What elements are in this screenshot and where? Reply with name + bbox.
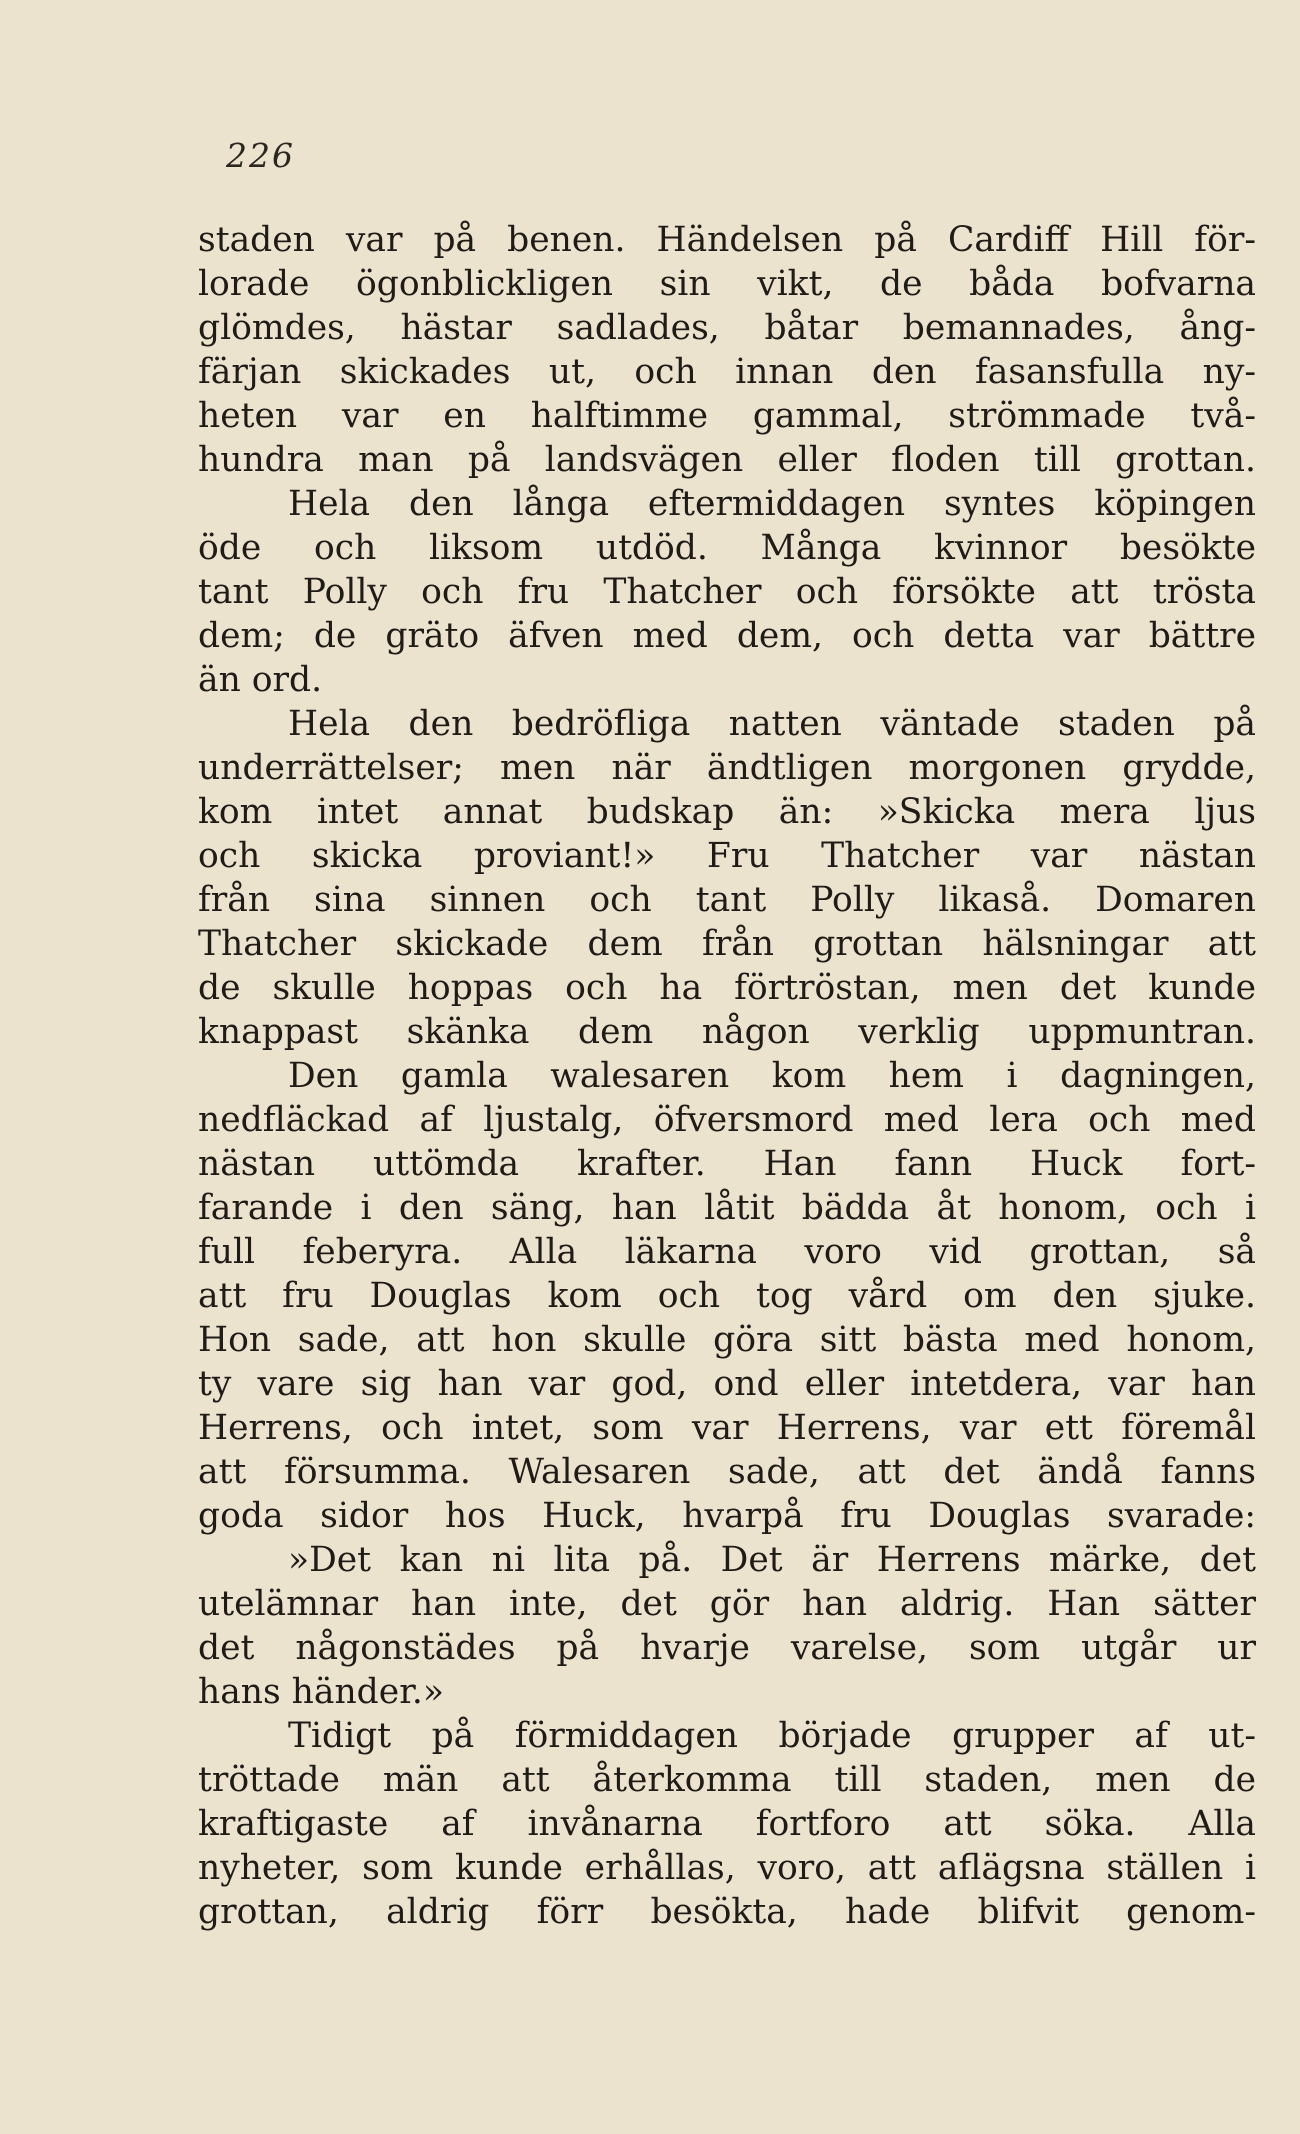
text-line: dem; de gräto äfven med dem, och detta var bättre: [198, 616, 1256, 656]
text-line: kom intet annat budskap än: »Skicka mera ljus: [198, 792, 1256, 832]
text-line: att försumma. Walesaren sade, att det ändå fanns: [198, 1452, 1256, 1492]
text-line: de skulle hoppas och ha förtröstan, men det kunde: [198, 968, 1256, 1008]
text-line: Hela den bedröfliga natten väntade staden på: [288, 704, 1256, 744]
text-line: grottan, aldrig förr besökta, hade blifvit genom-: [198, 1892, 1256, 1932]
text-line: tant Polly och fru Thatcher och försökte att trösta: [198, 572, 1256, 612]
text-line: lorade ögonblickligen sin vikt, de båda bofvarna: [198, 264, 1256, 304]
text-line: Thatcher skickade dem från grottan hälsningar att: [198, 924, 1256, 964]
text-line: från sina sinnen och tant Polly likaså. Domaren: [198, 880, 1256, 920]
text-line: goda sidor hos Huck, hvarpå fru Douglas svarade:: [198, 1496, 1256, 1536]
text-line: »Det kan ni lita på. Det är Herrens märke, det: [288, 1540, 1256, 1580]
text-line: hans händer.»: [198, 1672, 444, 1712]
body-text: [198, 218, 1256, 1934]
text-line: farande i den säng, han låtit bädda åt honom, och i: [198, 1188, 1256, 1228]
text-line: staden var på benen. Händelsen på Cardiff Hill för-: [198, 220, 1256, 260]
text-line: kraftigaste af invånarna fortforo att söka. Alla: [198, 1804, 1256, 1844]
text-line: glömdes, hästar sadlades, båtar bemannades, ång-: [198, 308, 1256, 348]
text-line: heten var en halftimme gammal, strömmade två-: [198, 396, 1256, 436]
text-line: tröttade män att återkomma till staden, men de: [198, 1760, 1256, 1800]
text-line: underrättelser; men när ändtligen morgonen grydde,: [198, 748, 1256, 788]
text-line: Den gamla walesaren kom hem i dagningen,: [288, 1056, 1256, 1096]
text-line: ty vare sig han var god, ond eller intetdera, var han: [198, 1364, 1256, 1404]
text-line: det någonstädes på hvarje varelse, som utgår ur: [198, 1628, 1256, 1668]
text-line: full feberyra. Alla läkarna voro vid grottan, så: [198, 1232, 1256, 1272]
text-line: hundra man på landsvägen eller floden till grottan.: [198, 440, 1256, 480]
page-number: 226: [226, 136, 295, 175]
text-line: Hela den långa eftermiddagen syntes köpingen: [288, 484, 1256, 524]
text-line: nedfläckad af ljustalg, öfversmord med lera och med: [198, 1100, 1256, 1140]
text-line: och skicka proviant!» Fru Thatcher var nästan: [198, 836, 1256, 876]
text-line: att fru Douglas kom och tog vård om den sjuke.: [198, 1276, 1256, 1316]
text-line: Tidigt på förmiddagen började grupper af ut-: [288, 1716, 1256, 1756]
text-line: nästan uttömda krafter. Han fann Huck fort-: [198, 1144, 1256, 1184]
text-line: Hon sade, att hon skulle göra sitt bästa med honom,: [198, 1320, 1256, 1360]
text-line: Herrens, och intet, som var Herrens, var ett föremål: [198, 1408, 1256, 1448]
text-line: knappast skänka dem någon verklig uppmuntran.: [198, 1012, 1256, 1052]
text-line: än ord.: [198, 660, 323, 700]
text-line: nyheter, som kunde erhållas, voro, att aflägsna ställen i: [198, 1848, 1256, 1888]
text-line: utelämnar han inte, det gör han aldrig. Han sätter: [198, 1584, 1256, 1624]
text-line: öde och liksom utdöd. Många kvinnor besökte: [198, 528, 1256, 568]
text-line: färjan skickades ut, och innan den fasansfulla ny-: [198, 352, 1256, 392]
